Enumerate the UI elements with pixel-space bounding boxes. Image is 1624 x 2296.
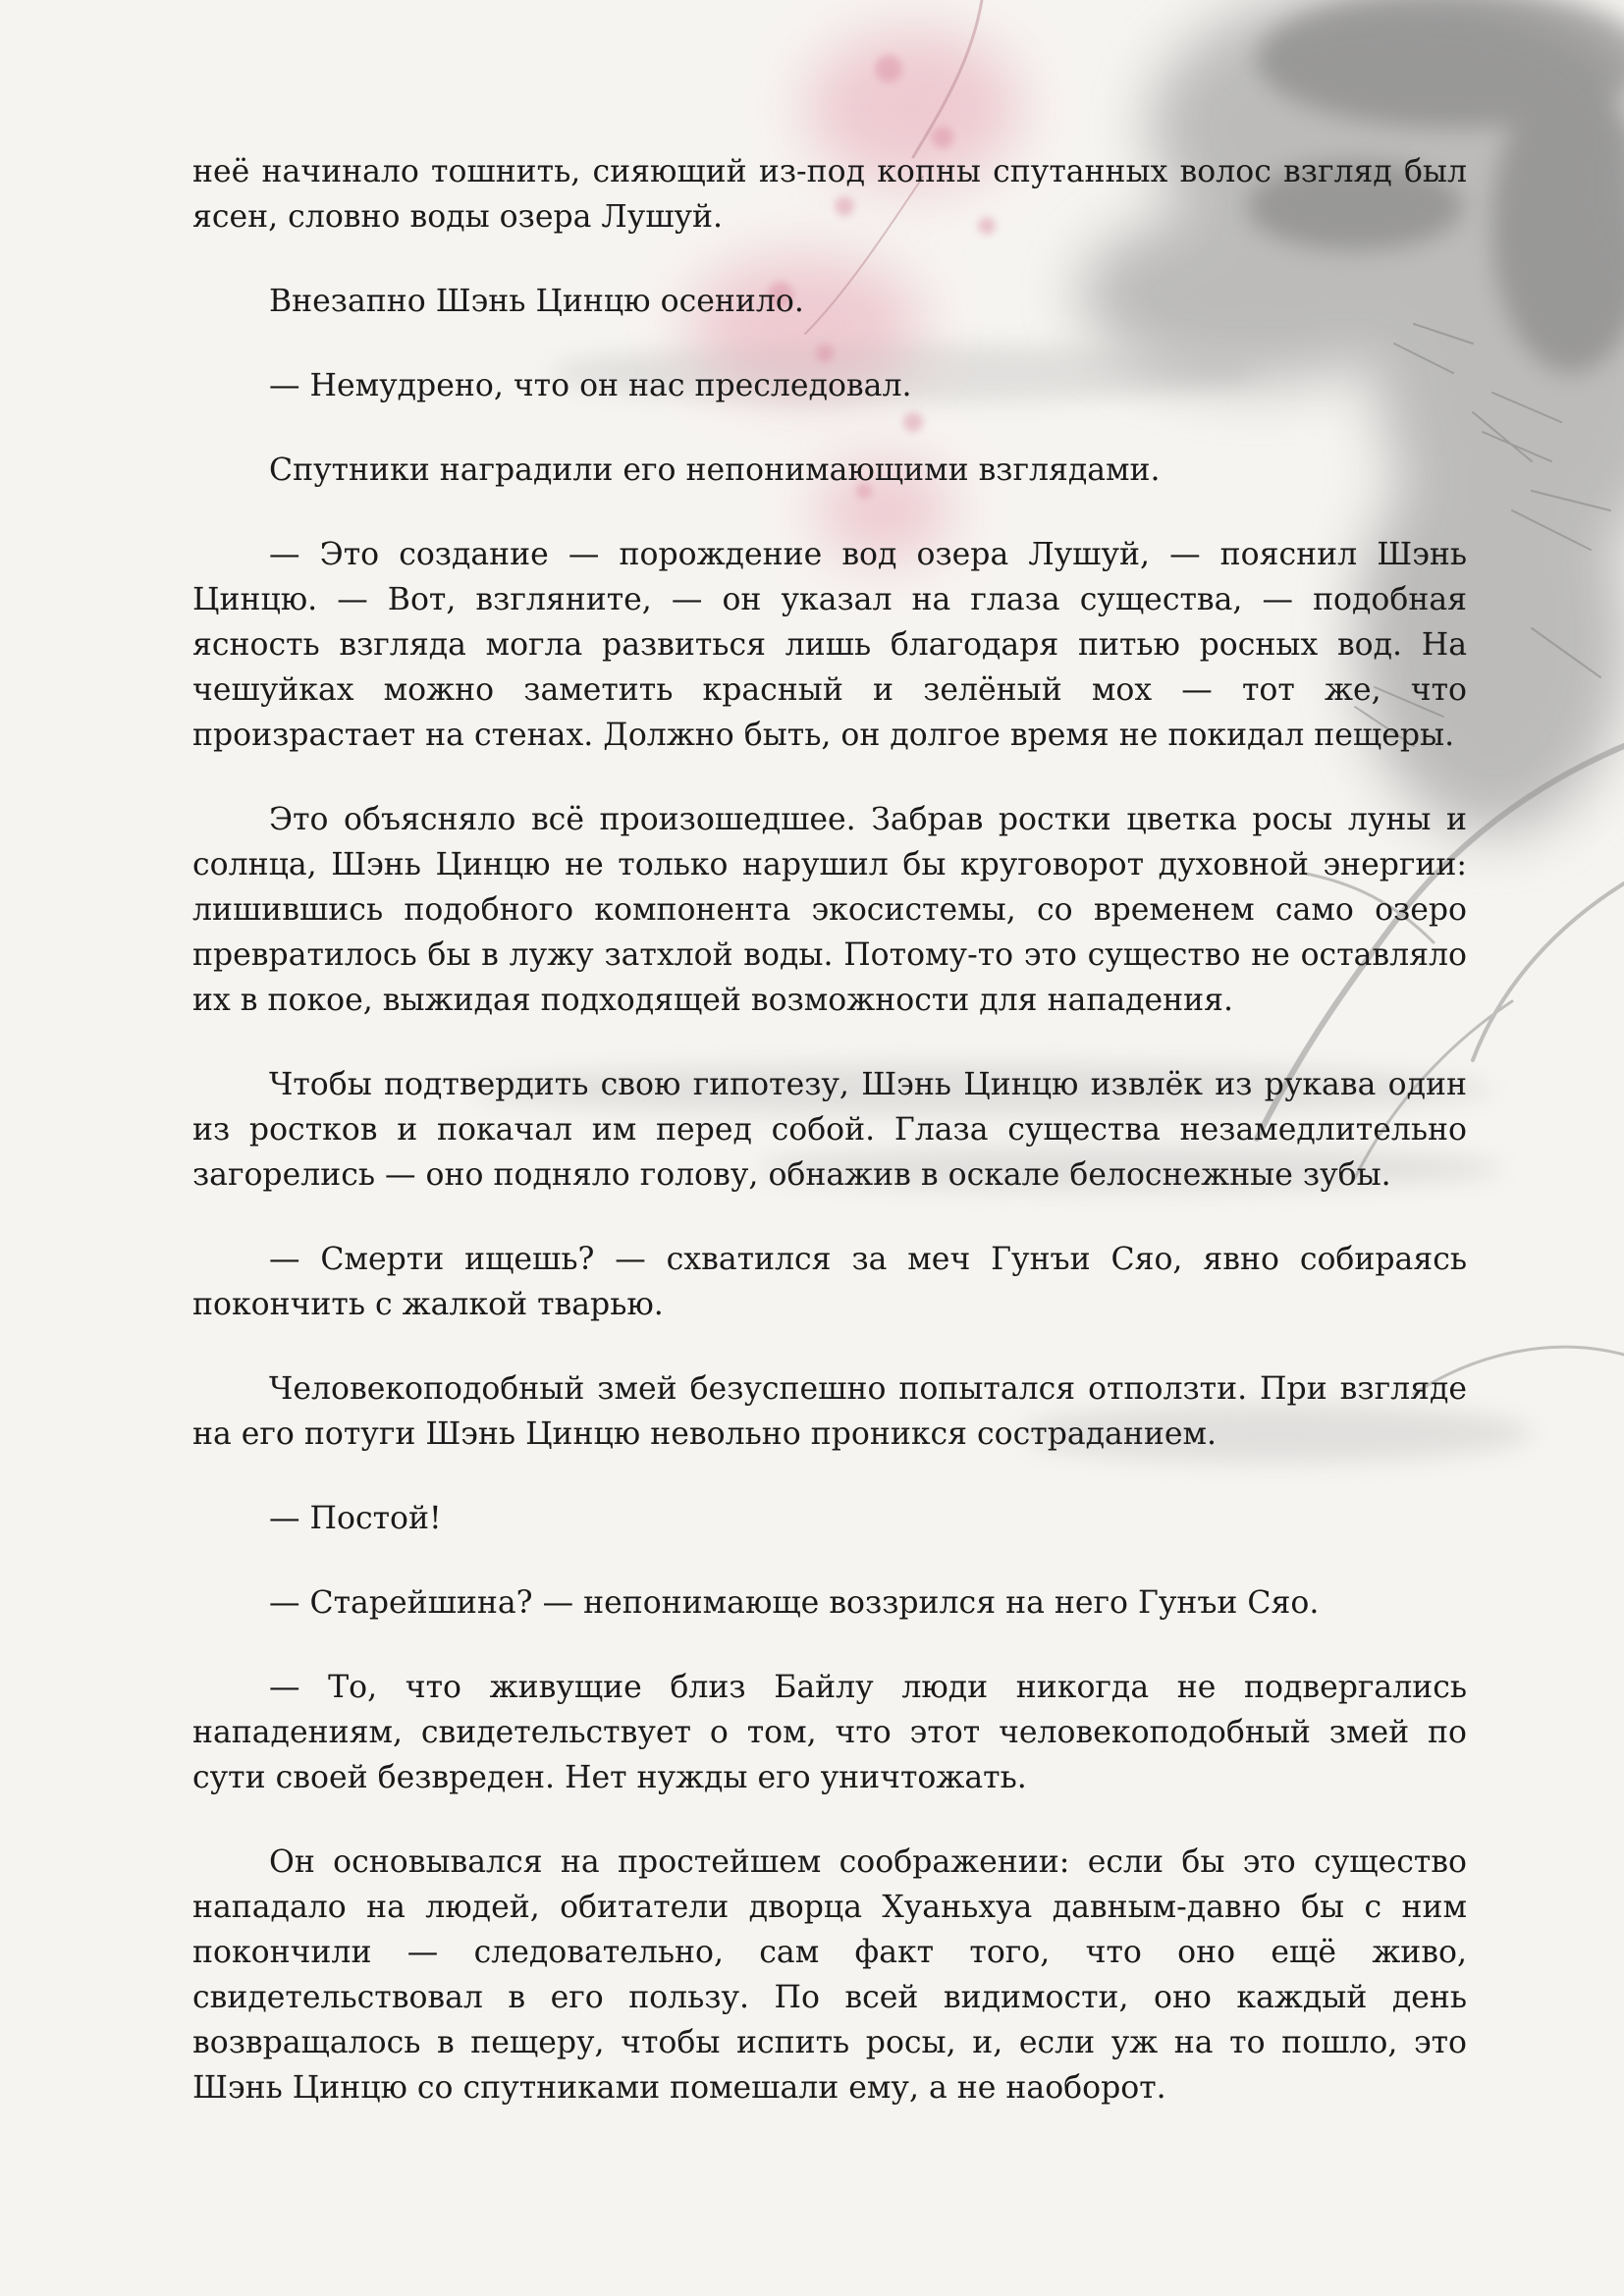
paragraph: — Постой! xyxy=(269,1501,442,1536)
paragraph: Он основывался на простейшем соображении: если бы это существо нападало на людей, обитатели дворца Хуаньхуа давным-давно бы с ним покончили — следовательно, сам факт того, что оно ещё живо, свидетельствовал в его пользу. По всей видимости, оно каждый день возвращалось в пещеру, чтобы испить росы, и, если уж на то пошло, это Шэнь Цинцю со спутниками помешали ему, а не наоборот. xyxy=(192,1844,1467,2106)
paragraph: Спутники наградили его непонимающими взглядами. xyxy=(269,453,1161,488)
paragraph: Это объясняло всё произошедшее. Забрав ростки цветка росы луны и солнца, Шэнь Цинцю не только нарушил бы круговорот духовной энергии: лишившись подобного компонента экосистемы, со временем само озеро превратилось бы в лужу затхлой воды. Потому-то это существо не оставляло их в покое, выжидая подходящей возможности для нападения. xyxy=(192,802,1467,1018)
paragraph: — Смерти ищешь? — схватился за меч Гунъи Сяо, явно собираясь покончить с жалкой тварью. xyxy=(192,1242,1467,1322)
paragraph: Человекоподобный змей безуспешно попытался отползти. При взгляде на его потуги Шэнь Цинцю невольно проникся состраданием. xyxy=(192,1371,1467,1452)
paragraph: — Это создание — порождение вод озера Лушуй, — пояснил Шэнь Цинцю. — Вот, взгляните, — он указал на глаза существа, — подобная ясность взгляда могла развиться лишь благодаря питью росных вод. На чешуйках можно заметить красный и зелёный мох — тот же, что произрастает на стенах. Должно быть, он долгое время не покидал пещеры. xyxy=(192,537,1467,753)
paragraph: Чтобы подтвердить свою гипотезу, Шэнь Цинцю извлёк из рукава один из ростков и покачал им перед собой. Глаза существа незамедлительно загорелись — оно подняло голову, обнажив в оскале белоснежные зубы. xyxy=(192,1067,1467,1193)
paragraph: Внезапно Шэнь Цинцю осенило. xyxy=(269,284,804,319)
paragraph: — То, что живущие близ Байлу люди никогда не подвергались нападениям, свидетельствует о том, что этот человекоподобный змей по сути своей безвреден. Нет нужды его уничтожать. xyxy=(192,1670,1467,1795)
main-text xyxy=(192,149,1467,2150)
paragraph: — Немудрено, что он нас преследовал. xyxy=(269,368,912,403)
paragraph: — Старейшина? — непонимающе воззрился на него Гунъи Сяо. xyxy=(269,1585,1320,1621)
paragraph: неё начинало тошнить, сияющий из-под копны спутанных волос взгляд был ясен, словно воды озера Лушуй. xyxy=(192,154,1467,235)
